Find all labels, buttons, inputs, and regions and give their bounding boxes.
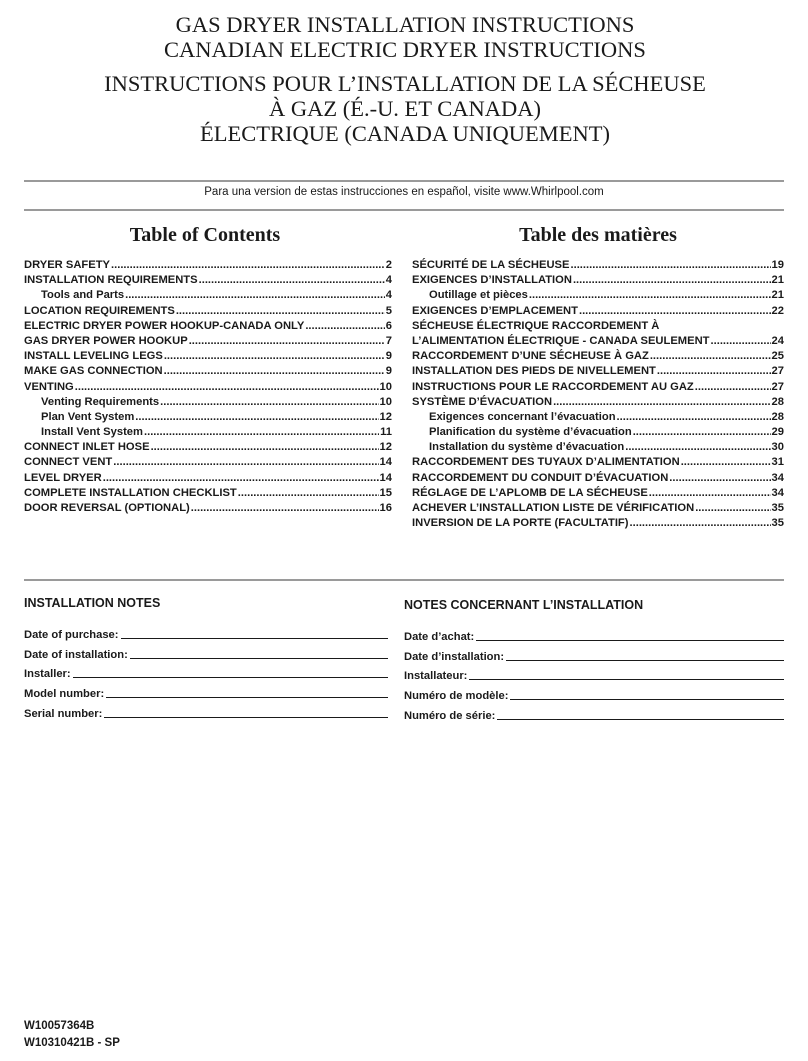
toc-entry-page: 28: [771, 395, 784, 408]
toc-entry-label: ACHEVER L’INSTALLATION LISTE DE VÉRIFICATION: [412, 502, 695, 514]
second-rule: [24, 209, 784, 211]
notes-rule: [24, 579, 784, 581]
toc-entry-label: LEVEL DRYER: [24, 471, 102, 484]
toc-entry[interactable]: [412, 364, 784, 379]
toc-entry-label: CONNECT INLET HOSE: [24, 441, 150, 454]
toc-entry-label: VENTING: [24, 380, 74, 393]
toc-leader-dots: [625, 440, 770, 455]
toc-entry-page: 29: [771, 426, 784, 439]
toc-entry-label: Installation du système d’évacuation: [429, 441, 625, 454]
toc-entry-page: 24: [771, 334, 784, 347]
toc-entry[interactable]: [412, 410, 784, 425]
toc-entry-page: 28: [771, 410, 784, 423]
toc-entry[interactable]: [24, 440, 392, 455]
toc-entry[interactable]: [24, 319, 392, 334]
toc-heading-en: Table of Contents: [129, 224, 281, 246]
toc-entry[interactable]: [24, 304, 392, 319]
toc-leader-dots: [649, 486, 771, 501]
note-field-label: Numéro de modèle:: [404, 690, 509, 703]
title-fr-line2: À GAZ (É.-U. ET CANADA): [268, 96, 542, 121]
toc-entry-page: 10: [379, 395, 392, 408]
note-field-label: Date of purchase:: [24, 628, 119, 641]
toc-entry-page: 25: [771, 350, 784, 363]
toc-entry-label: DOOR REVERSAL (OPTIONAL): [24, 502, 190, 514]
toc-entry[interactable]: [412, 288, 784, 303]
toc-entry[interactable]: [24, 455, 392, 470]
toc-entry-label: RACCORDEMENT DES TUYAUX D’ALIMENTATION: [412, 456, 680, 469]
note-field-line[interactable]: [73, 667, 388, 678]
toc-entry-page: 12: [379, 410, 392, 423]
toc-entry[interactable]: [24, 380, 392, 395]
toc-entry-page: 4: [385, 274, 392, 287]
toc-entry[interactable]: [412, 319, 784, 334]
toc-leader-dots: [573, 273, 771, 288]
toc-leader-dots: [164, 364, 385, 379]
toc-leader-dots: [633, 425, 771, 440]
toc-leader-dots: [238, 486, 379, 501]
toc-entry-label: INSTALLATION DES PIEDS DE NIVELLEMENT: [412, 365, 656, 378]
toc-entry[interactable]: [24, 334, 392, 349]
toc-entry[interactable]: [24, 501, 392, 516]
toc-entry[interactable]: [24, 258, 392, 273]
toc-entry-page: 34: [771, 486, 784, 499]
toc-entry-label: Exigences concernant l’évacuation: [429, 410, 616, 423]
toc-entry-label: LOCATION REQUIREMENTS: [24, 304, 175, 317]
toc-entry-label: RACCORDEMENT D’UNE SÉCHEUSE À GAZ: [412, 350, 649, 363]
note-field-label: Installateur:: [404, 670, 468, 683]
toc-entry-page: 19: [771, 259, 784, 271]
toc-entry[interactable]: [412, 258, 784, 273]
toc-leader-dots: [579, 304, 771, 319]
title-gas-dryer: GAS DRYER INSTALLATION INSTRUCTIONS: [175, 12, 635, 37]
toc-entry-page: 30: [771, 441, 784, 454]
toc-entry-label: Outillage et pièces: [429, 289, 528, 302]
note-field-line[interactable]: [106, 687, 388, 698]
toc-entry[interactable]: [412, 501, 784, 516]
toc-entry-page: 6: [385, 319, 392, 332]
toc-entry-page: 31: [771, 456, 784, 469]
toc-leader-dots: [199, 273, 385, 288]
toc-entry-label: L’ALIMENTATION ÉLECTRIQUE - CANADA SEULEMENT: [412, 334, 710, 347]
toc-entry-label: GAS DRYER POWER HOOKUP: [24, 334, 188, 347]
note-field-line[interactable]: [104, 707, 388, 718]
toc-leader-dots: [657, 364, 771, 379]
note-field-label: Date of installation:: [24, 648, 128, 661]
toc-entry-label: SÉCURITÉ DE LA SÉCHEUSE: [412, 259, 570, 271]
note-field-line[interactable]: [121, 628, 389, 639]
toc-entry-page: 9: [385, 350, 392, 363]
note-field-line[interactable]: [506, 650, 784, 661]
note-field-line[interactable]: [476, 630, 784, 641]
toc-leader-dots: [125, 288, 385, 303]
installation-notes-fr: [404, 598, 784, 722]
note-field-label: Model number:: [24, 688, 105, 701]
toc-leader-dots: [191, 501, 379, 516]
note-field: [24, 641, 388, 661]
part-number-secondary: W10310421B - SP: [24, 1037, 120, 1049]
installation-notes-en: [24, 596, 388, 720]
toc-entry-page: 11: [380, 426, 392, 439]
note-field-label: Serial number:: [24, 707, 103, 720]
toc-entry-page: 35: [771, 502, 784, 514]
title-fr-line1: INSTRUCTIONS POUR L’INSTALLATION DE LA SÉCHEUSE: [104, 71, 706, 96]
toc-entry-page: 7: [385, 334, 392, 347]
toc-entry-label: Install Vent System: [41, 426, 143, 439]
note-field-line[interactable]: [130, 648, 388, 659]
notes-heading-fr: NOTES CONCERNANT L’INSTALLATION: [404, 598, 644, 612]
toc-entry[interactable]: [24, 288, 392, 303]
toc-entry-page: 4: [385, 289, 392, 302]
toc-leader-dots: [570, 258, 770, 273]
note-field-line[interactable]: [510, 689, 784, 700]
toc-entry-page: 27: [771, 380, 784, 393]
toc-leader-dots: [111, 258, 385, 273]
toc-leader-dots: [160, 395, 378, 410]
toc-entry-label: SÉCHEUSE ÉLECTRIQUE RACCORDEMENT À: [412, 319, 660, 332]
note-field: [404, 643, 784, 663]
toc-entry-page: 15: [379, 486, 392, 499]
toc-entry[interactable]: [412, 516, 784, 531]
toc-entry-page: 34: [771, 471, 784, 484]
toc-entry-label: CONNECT VENT: [24, 456, 113, 469]
toc-leader-dots: [617, 410, 771, 425]
top-rule: [24, 180, 784, 182]
part-number-primary: W10057364B: [24, 1020, 95, 1032]
note-field: [404, 682, 784, 702]
toc-entry-label: EXIGENCES D’INSTALLATION: [412, 274, 572, 287]
toc-leader-dots: [189, 334, 385, 349]
toc-entry-label: INVERSION DE LA PORTE (FACULTATIF): [412, 517, 629, 530]
toc-entry[interactable]: [412, 471, 784, 486]
toc-entry-label: INSTRUCTIONS POUR LE RACCORDEMENT AU GAZ: [412, 380, 694, 393]
toc-entry-page: 9: [385, 365, 392, 378]
toc-leader-dots: [529, 288, 771, 303]
toc-entry-page: 14: [379, 471, 392, 484]
toc-leader-dots: [305, 319, 384, 334]
toc-entry[interactable]: [412, 486, 784, 501]
toc-leader-dots: [151, 440, 379, 455]
toc-entry[interactable]: [412, 304, 784, 319]
document-titles: [20, 12, 790, 146]
toc-entry-label: Planification du système d’évacuation: [429, 426, 632, 439]
note-field: [24, 700, 388, 720]
toc-entry-label: SYSTÈME D’ÉVACUATION: [412, 395, 553, 408]
toc-entry-label: INSTALL LEVELING LEGS: [24, 350, 163, 363]
toc-entry[interactable]: [24, 273, 392, 288]
toc-entry-page: 12: [379, 441, 392, 454]
toc-entry-page: 10: [379, 380, 392, 393]
toc-entry[interactable]: [412, 273, 784, 288]
toc-leader-dots: [164, 349, 385, 364]
toc-entry[interactable]: [412, 380, 784, 395]
toc-entry[interactable]: [412, 334, 784, 349]
toc-entry[interactable]: [24, 425, 392, 440]
toc-leader-dots: [695, 380, 771, 395]
toc-entry-label: Plan Vent System: [41, 410, 135, 423]
toc-entry-label: DRYER SAFETY: [24, 259, 110, 271]
toc-leader-dots: [135, 410, 378, 425]
toc-entry[interactable]: [24, 486, 392, 501]
toc-leader-dots: [650, 349, 771, 364]
toc-entry-page: 16: [379, 502, 392, 514]
toc-entry-label: Tools and Parts: [41, 289, 125, 302]
toc-leader-dots: [711, 334, 771, 349]
toc-entry[interactable]: [412, 425, 784, 440]
note-field: [24, 661, 388, 681]
toc-entry-label: Venting Requirements: [41, 395, 160, 408]
toc-leader-dots: [695, 501, 770, 516]
note-field-line[interactable]: [469, 669, 784, 680]
toc-entry-page: 27: [771, 365, 784, 378]
note-field-label: Date d’installation:: [404, 650, 505, 663]
note-field-line[interactable]: [497, 709, 784, 720]
note-field-label: Date d’achat:: [404, 630, 475, 643]
toc-entry-page: 5: [385, 304, 392, 317]
toc-leader-dots: [176, 304, 385, 319]
note-field: [404, 702, 784, 722]
toc-entry-label: ELECTRIC DRYER POWER HOOKUP-CANADA ONLY: [24, 319, 305, 332]
toc-entry[interactable]: [24, 395, 392, 410]
toc-entry[interactable]: [24, 471, 392, 486]
toc-leader-dots: [103, 471, 379, 486]
toc-leader-dots: [144, 425, 379, 440]
toc-leader-dots: [630, 516, 771, 531]
toc-entry[interactable]: [412, 395, 784, 410]
toc-entry-page: 14: [379, 456, 392, 469]
toc-leader-dots: [553, 395, 770, 410]
title-fr-line3: ÉLECTRIQUE (CANADA UNIQUEMENT): [200, 121, 610, 146]
toc-entry[interactable]: [412, 455, 784, 470]
note-field-label: Numéro de série:: [404, 709, 496, 722]
toc-entry[interactable]: [24, 349, 392, 364]
toc-fr: [412, 258, 784, 531]
toc-entry-label: INSTALLATION REQUIREMENTS: [24, 274, 198, 287]
toc-leader-dots: [75, 380, 379, 395]
toc-en: [24, 258, 392, 516]
note-field-label: Installer:: [24, 668, 71, 681]
toc-leader-dots: [669, 471, 770, 486]
toc-entry-label: RACCORDEMENT DU CONDUIT D’ÉVACUATION: [412, 471, 669, 484]
note-field: [24, 680, 388, 700]
notes-heading-en: INSTALLATION NOTES: [24, 596, 161, 610]
toc-leader-dots: [113, 455, 378, 470]
toc-heading-fr: Table des matières: [519, 224, 677, 246]
part-numbers: [24, 1018, 120, 1052]
note-field: [404, 663, 784, 683]
toc-entry-page: 21: [771, 274, 784, 287]
toc-entry-label: EXIGENCES D’EMPLACEMENT: [412, 304, 578, 317]
toc-entry-label: COMPLETE INSTALLATION CHECKLIST: [24, 486, 237, 499]
toc-entry-page: 21: [771, 289, 784, 302]
toc-entry[interactable]: [24, 364, 392, 379]
note-field: [404, 623, 784, 643]
toc-entry-page: 35: [771, 517, 784, 530]
toc-entry[interactable]: [24, 410, 392, 425]
toc-entry-label: RÉGLAGE DE L’APLOMB DE LA SÉCHEUSE: [412, 486, 648, 499]
toc-entry-page: 2: [385, 259, 392, 271]
toc-entry[interactable]: [412, 440, 784, 455]
toc-entry-page: 22: [771, 304, 784, 317]
title-canadian-electric: CANADIAN ELECTRIC DRYER INSTRUCTIONS: [164, 37, 646, 62]
toc-entry[interactable]: [412, 349, 784, 364]
spanish-note: Para una version de estas instrucciones en español, visite www.Whirlpool.com: [204, 186, 604, 198]
note-field: [24, 621, 388, 641]
toc-entry-label: MAKE GAS CONNECTION: [24, 365, 163, 378]
toc-leader-dots: [681, 455, 771, 470]
